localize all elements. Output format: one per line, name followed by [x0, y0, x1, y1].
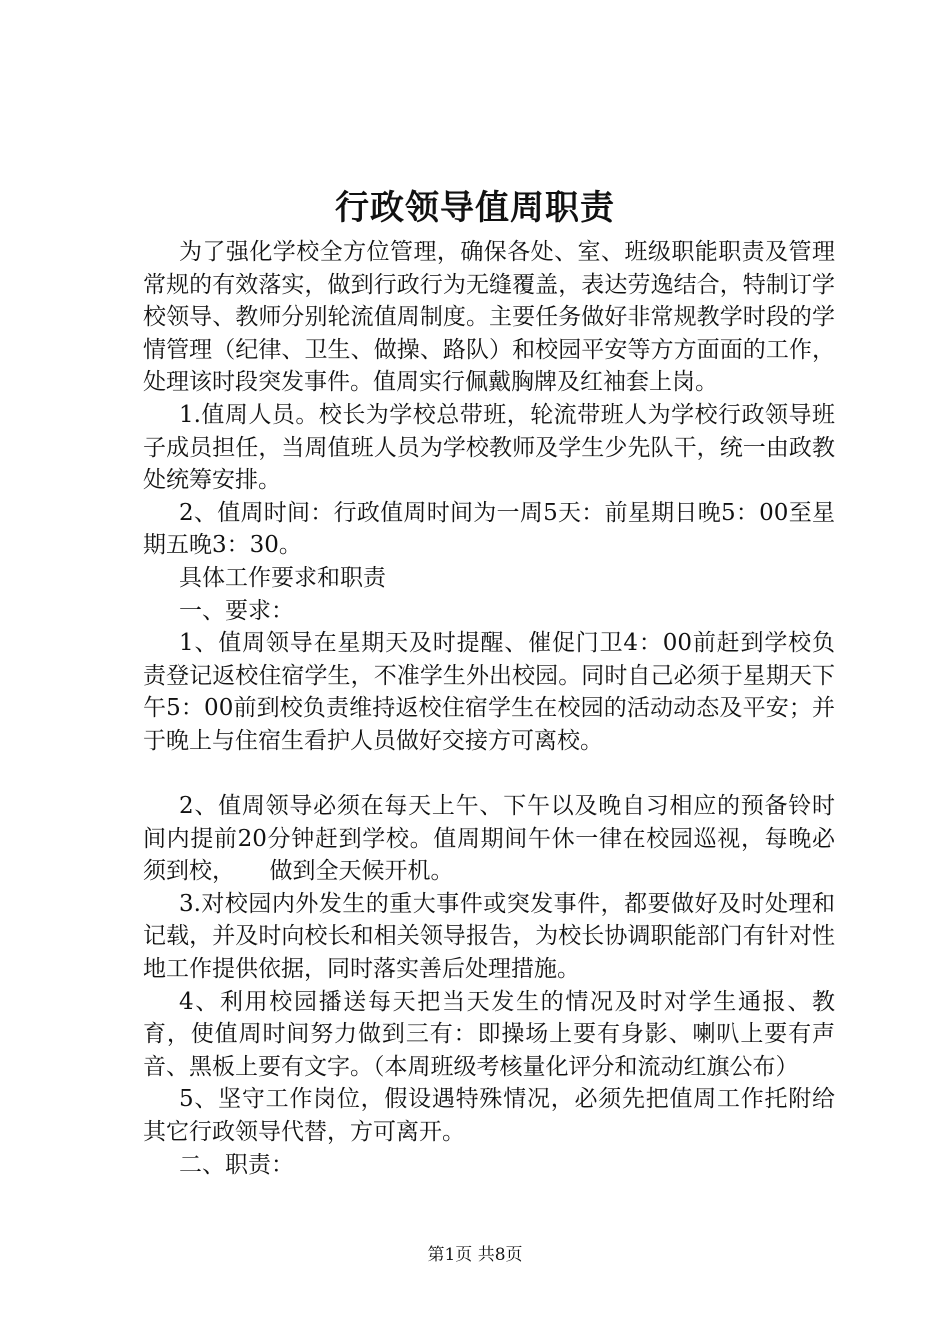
page-footer: 第1页 共8页 [427, 1245, 523, 1265]
paragraph-requirement-1: 1、值周领导在星期天及时提醒、催促门卫4：00前赶到学校负责登记返校住宿学生，不准学生外出校园。同时自己必须于星期天下午5：00前到校负责维持返校住宿学生在校园的活动动态及平安；并于晚上与住宿生看护人员做好交接方可离校。 [143, 630, 835, 754]
paragraph-responsibilities-heading: 二、职责： [179, 1151, 294, 1178]
paragraph-duty-time: 2、值周时间：行政值周时间为一周5天：前星期日晚5：00至星期五晚3：30。 [143, 499, 835, 559]
paragraph-requirement-4: 4、利用校园播送每天把当天发生的情况及时对学生通报、教育，使值周时间努力做到三有：即操场上要有身影、喇叭上要有声音、黑板上要有文字。（本周班级考核量化评分和流动红旗公布） [143, 988, 835, 1080]
paragraph-intro: 为了强化学校全方位管理，确保各处、室、班级职能职责及管理常规的有效落实，做到行政行为无缝覆盖，表达劳逸结合，特制订学校领导、教师分别轮流值周制度。主要任务做好非常规教学时段的学情管理（纪律、卫生、做操、路队）和校园平安等方方面面的工作，处理该时段突发事件。值周实行佩戴胸牌及红袖套上岗。 [143, 239, 835, 396]
paragraph-requirement-3: 3.对校园内外发生的重大事件或突发事件，都要做好及时处理和记载，并及时向校长和相关领导报告，为校长协调职能部门有针对性地工作提供依据，同时落实善后处理措施。 [143, 890, 835, 983]
paragraph-requirements-heading: 一、要求： [179, 597, 294, 624]
document-body [143, 236, 835, 1181]
paragraph-requirement-5: 5、坚守工作岗位，假设遇特殊情况，必须先把值周工作托附给其它行政领导代替，方可离开。 [143, 1086, 835, 1146]
paragraph-requirement-2: 2、值周领导必须在每天上午、下午以及晚自习相应的预备铃时间内提前20分钟赶到学校。值周期间午休一律在校园巡视，每晚必须到校， 做到全天候开机。 [143, 793, 835, 885]
page-title: 行政领导值周职责 [335, 188, 615, 228]
paragraph-section-heading: 具体工作要求和职责 [179, 564, 386, 591]
paragraph-duty-staff: 1.值周人员。校长为学校总带班，轮流带班人为学校行政领导班子成员担任，当周值班人员为学校教师及学生少先队干，统一由政教处统筹安排。 [143, 401, 835, 494]
